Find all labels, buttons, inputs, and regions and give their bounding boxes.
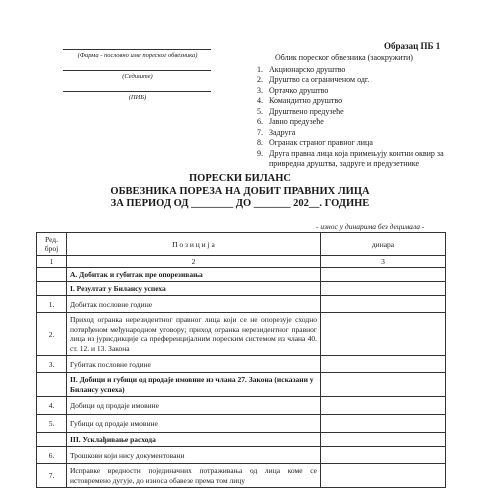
col-number-1: 1 xyxy=(37,256,67,268)
section-ii-label: II. Добици и губици од продаје имовине из члана 27. Закона (исказани у Билансу успеха) xyxy=(67,373,321,397)
table-row xyxy=(37,296,446,313)
document-title xyxy=(90,173,390,211)
row-number: 2. xyxy=(37,313,67,356)
pib-caption: (ПИБ) xyxy=(128,94,147,101)
org-form-item: 8. Огранак страног правног лица xyxy=(257,138,373,147)
col-number-3: 3 xyxy=(321,256,446,268)
amount-cell[interactable] xyxy=(321,433,446,447)
org-form-item: 1. Акционарско друштво xyxy=(257,64,346,74)
row-number: 5. xyxy=(37,415,67,433)
amount-cell[interactable] xyxy=(321,464,446,488)
row-label: Трошкови који нису документовани xyxy=(67,447,321,464)
row-label: Приход огранка нерезидентног правног лица који се не опорезује сходно потврђеном међународном уговору; приход огранка нерезидентног правног лица из јурисдикције са преференцијалним пореским системом из члана 40. ст. 12. и 13. Закона xyxy=(67,313,321,356)
amount-cell[interactable] xyxy=(321,313,446,356)
tax-balance-table xyxy=(36,232,446,488)
section-row xyxy=(37,433,446,447)
header-position: П о з и ц и ј а xyxy=(67,233,321,256)
section-row xyxy=(37,373,446,397)
row-number: 1. xyxy=(37,296,67,313)
title-line-2: ОБВЕЗНИКА ПОРЕЗА НА ДОБИТ ПРАВНИХ ЛИЦА xyxy=(110,185,370,197)
table-header-row xyxy=(37,233,446,256)
section-iii-label: III. Усклађивање расхода xyxy=(67,433,321,447)
table-row xyxy=(37,447,446,464)
row-label: Губитак пословне године xyxy=(67,356,321,373)
section-row xyxy=(37,268,446,282)
row-label: Добитак пословне године xyxy=(67,296,321,313)
org-form-item: 7. Задруга xyxy=(257,127,296,137)
table-row xyxy=(37,313,446,356)
row-label: Добици од продаје имовине xyxy=(67,397,321,415)
row-label: Исправке вредности појединачних потраживања од лица коме се истовремено дугује, до износа обавезе према том лицу xyxy=(67,464,321,488)
seat-caption: (Седиште) xyxy=(122,73,153,80)
row-number: 3. xyxy=(37,356,67,373)
org-form-item: 9. Друга правна лица која примењују контни оквир за привредна друштва, задруге и предузетнике xyxy=(257,148,444,168)
amount-cell[interactable] xyxy=(321,447,446,464)
table-row xyxy=(37,464,446,488)
col-number-2: 2 xyxy=(67,256,321,268)
section-a-label: А. Добитак и губитак пре опорезивања xyxy=(67,268,321,282)
seat-line xyxy=(63,70,211,71)
amount-cell[interactable] xyxy=(321,397,446,415)
table-row xyxy=(37,415,446,433)
pib-line xyxy=(63,91,211,92)
row-number: 4. xyxy=(37,397,67,415)
currency-note: - износ у динарима без децимала - xyxy=(316,222,425,231)
row-label: Губици од продаје имовине xyxy=(67,415,321,433)
org-form-item: 6. Јавно предузеће xyxy=(257,117,324,126)
amount-cell[interactable] xyxy=(321,268,446,282)
amount-cell[interactable] xyxy=(321,415,446,433)
column-number-row xyxy=(37,256,446,268)
amount-cell[interactable] xyxy=(321,356,446,373)
org-form-heading: Облик пореског обвезника (заокружити) xyxy=(275,53,413,62)
header-row-number: Ред. број xyxy=(37,233,67,256)
section-row xyxy=(37,282,446,296)
amount-cell[interactable] xyxy=(321,373,446,397)
company-name-line xyxy=(63,49,211,50)
row-number: 7. xyxy=(37,464,67,488)
org-form-item: 4. Командитно друштво xyxy=(257,96,343,105)
title-line-3: ЗА ПЕРИОД ОД ________ ДО _______ 202__. ГОДИНЕ xyxy=(110,198,370,209)
org-form-item: 3. Ортачко друштво xyxy=(257,85,329,95)
header-amount: динара xyxy=(321,233,446,256)
row-number: 6. xyxy=(37,447,67,464)
table-row xyxy=(37,397,446,415)
title-line-1: ПОРЕСКИ БИЛАНС xyxy=(188,173,291,184)
company-name-caption: (Фирма - пословно име пореског обвезника) xyxy=(77,52,198,59)
org-form-item: 5. Друштвено предузеће xyxy=(257,106,344,116)
org-form-list xyxy=(257,53,447,170)
table-row xyxy=(37,356,446,373)
org-form-item: 2. Друштво са ограниченом одг. xyxy=(257,75,370,84)
form-label: Образац ПБ 1 xyxy=(384,41,441,51)
amount-cell[interactable] xyxy=(321,282,446,296)
amount-cell[interactable] xyxy=(321,296,446,313)
section-i-label: I. Резултат у Билансу успеха xyxy=(67,282,321,296)
